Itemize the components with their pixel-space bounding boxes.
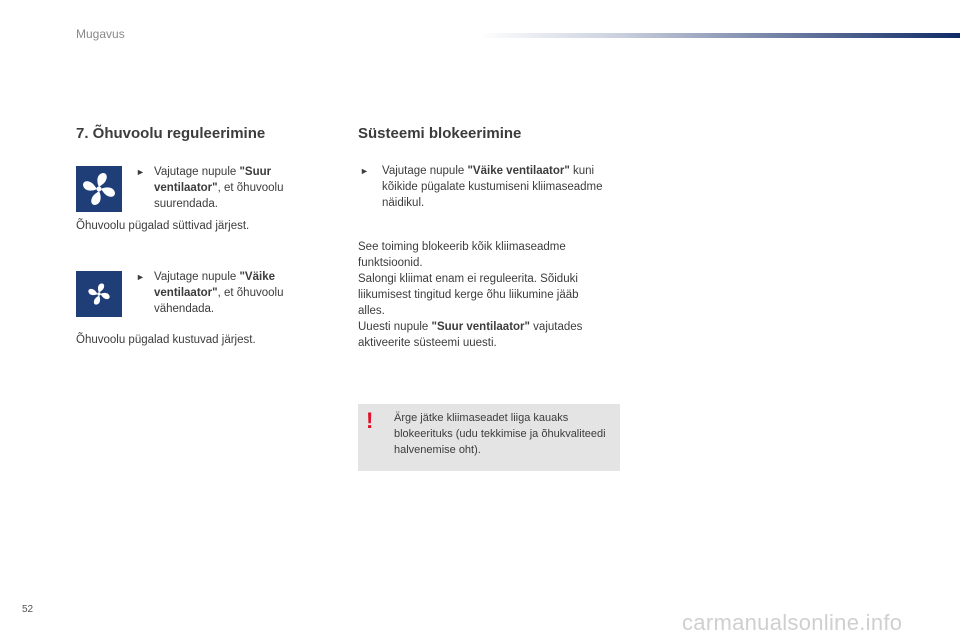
large-fan-button-name-2: "Suur ventilaator"	[431, 321, 530, 333]
note-segments-light: Õhuvoolu pügalad süttivad järjest.	[76, 220, 250, 232]
fan-large-icon	[76, 166, 122, 212]
step1-bullet: ►	[136, 167, 145, 177]
step3-bullet: ►	[360, 166, 369, 176]
fan-small-icon	[76, 271, 122, 317]
header-section-label: Mugavus	[76, 27, 125, 41]
lock-description: See toiming blokeerib kõik kliimaseadme funktsioonid. Salongi kliimat enam ei reguleerita. Sõiduki liikumisest tingitud kerge õhu liikumine jääb alles. Uuesti nupule "Suur ventilaator" vajutades aktiveerite süsteemi uuesti.	[358, 241, 583, 349]
page-number: 52	[22, 604, 34, 615]
step3-text: Vajutage nupule "Väike ventilaator" kuni kõikide pügalate kustumiseni kliimaseadme näidikul.	[382, 165, 603, 209]
note-segments-off: Õhuvoolu pügalad kustuvad järjest.	[76, 334, 256, 346]
step1-text: Vajutage nupule "Suur ventilaator", et õhuvoolu suurendada.	[154, 166, 284, 210]
small-fan-button-name-2: "Väike ventilaator"	[467, 165, 570, 177]
step2-bullet: ►	[136, 272, 145, 282]
header-gradient-bar	[478, 33, 960, 38]
step2-text: Vajutage nupule "Väike ventilaator", et õhuvoolu vähendada.	[154, 271, 284, 315]
warning-icon: !	[366, 408, 374, 433]
small-fan-button-name: "Väike ventilaator"	[154, 271, 275, 299]
system-lock-section-title: Süsteemi blokeerimine	[358, 125, 522, 142]
watermark: carmanualsonline.info	[682, 610, 903, 635]
large-fan-button-name: "Suur ventilaator"	[154, 166, 272, 194]
airflow-section-title: 7. Õhuvoolu reguleerimine	[76, 125, 266, 142]
warning-text: Ärge jätke kliimaseadet liiga kauaks blokeerituks (udu tekkimise ja õhukvaliteedi halvenemise oht).	[394, 412, 606, 456]
